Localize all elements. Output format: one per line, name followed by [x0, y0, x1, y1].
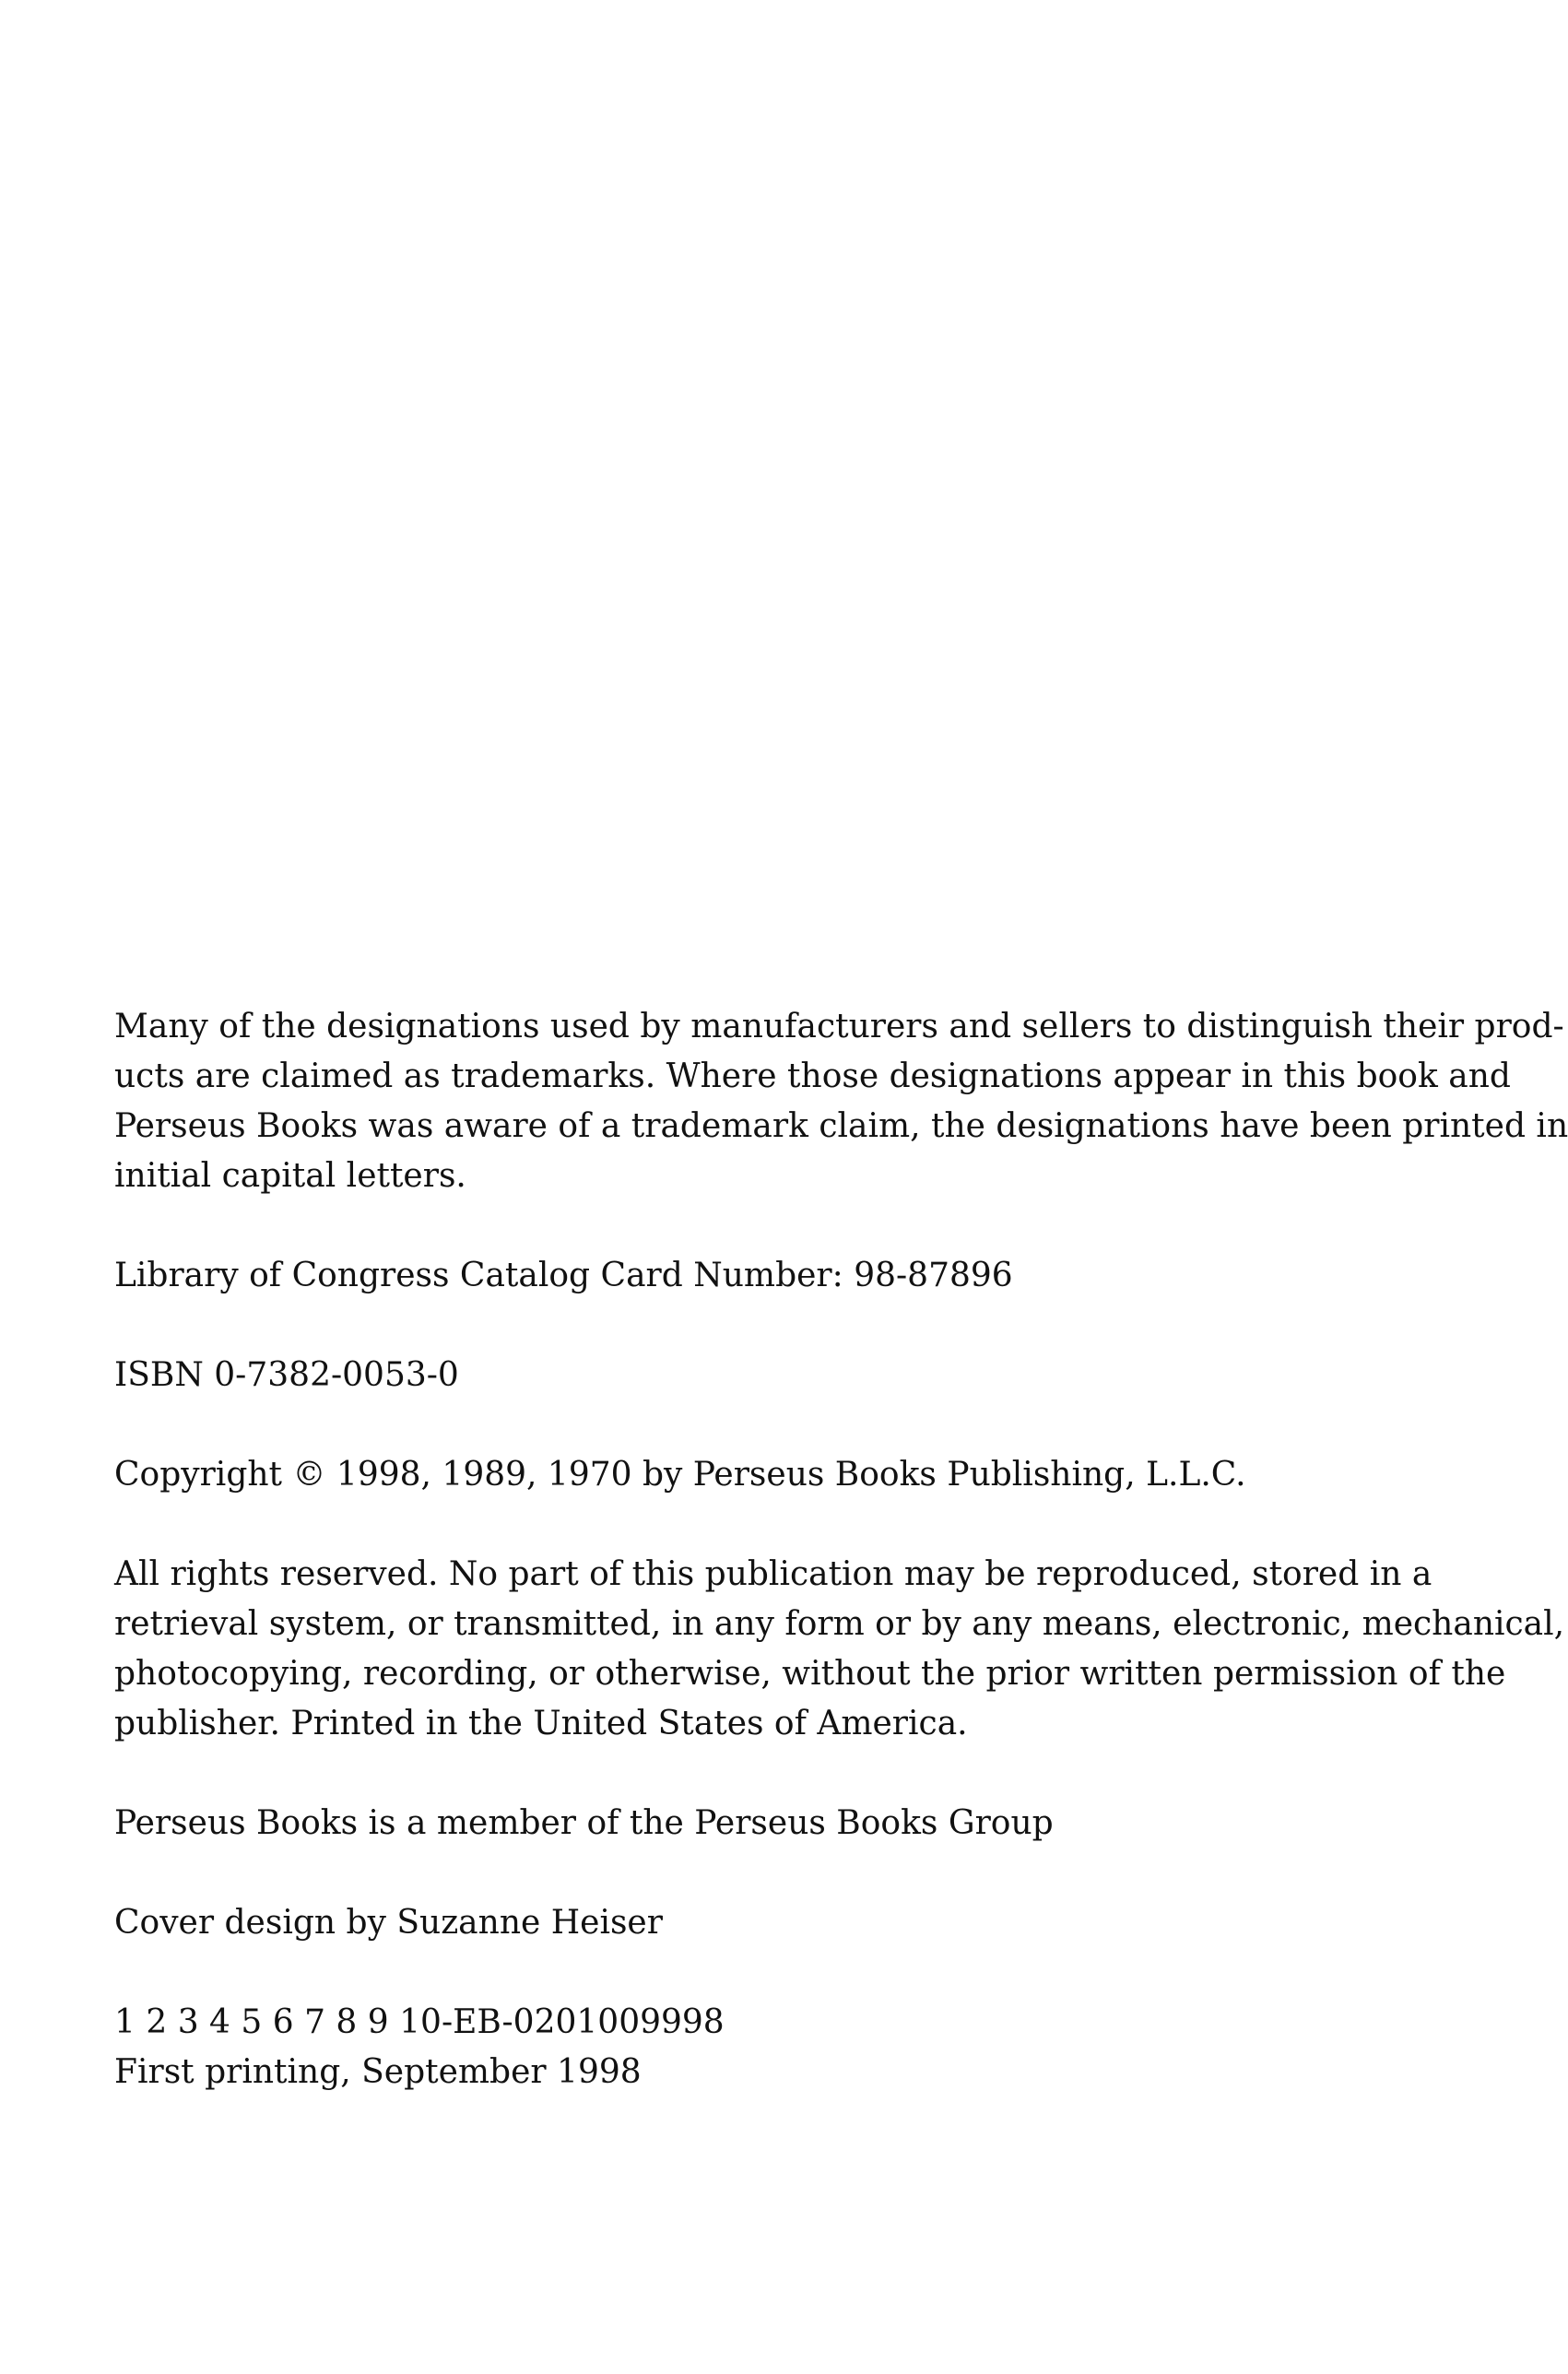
cover-design-text: Cover design by Suzanne Heiser — [114, 1904, 663, 1942]
trademark-notice-line: Perseus Books was aware of a trademark claim, the designations have been printed in — [114, 1107, 1568, 1145]
rights-notice-line: publisher. Printed in the United States of America. — [114, 1705, 968, 1742]
isbn-line — [114, 1351, 1479, 1400]
trademark-notice-line: initial capital letters. — [114, 1157, 466, 1195]
copyright-block — [114, 1002, 1568, 2097]
copyright-text: Copyright © 1998, 1989, 1970 by Perseus Books Publishing, L.L.C. — [114, 1456, 1246, 1494]
isbn-text: ISBN 0-7382-0053-0 — [114, 1356, 459, 1394]
cover-design-line — [114, 1898, 1479, 1948]
printing-line: 1 2 3 4 5 6 7 8 9 10-EB-0201009998 — [114, 2003, 725, 2041]
first-printing: First printing, September 1998 — [114, 2053, 642, 2091]
rights-notice-line: All rights reserved. No part of this publication may be reproduced, stored in a — [114, 1555, 1432, 1593]
copyright-line — [114, 1450, 1479, 1500]
trademark-notice — [114, 1002, 1568, 1201]
publisher-group-line — [114, 1799, 1479, 1848]
publisher-group-text: Perseus Books is a member of the Perseus Books Group — [114, 1804, 1054, 1842]
lccn-text: Library of Congress Catalog Card Number: 98-87896 — [114, 1257, 1013, 1294]
rights-notice-line: photocopying, recording, or otherwise, without the prior written permission of the — [114, 1655, 1506, 1693]
rights-notice — [114, 1550, 1565, 1749]
printing-info — [114, 1998, 1479, 2097]
trademark-notice-line: ucts are claimed as trademarks. Where those designations appear in this book and — [114, 1057, 1511, 1095]
trademark-notice-line: Many of the designations used by manufacturers and sellers to distinguish their prod- — [114, 1008, 1564, 1045]
lccn-line — [114, 1251, 1479, 1301]
rights-notice-line: retrieval system, or transmitted, in any form or by any means, electronic, mechanical, — [114, 1605, 1565, 1643]
